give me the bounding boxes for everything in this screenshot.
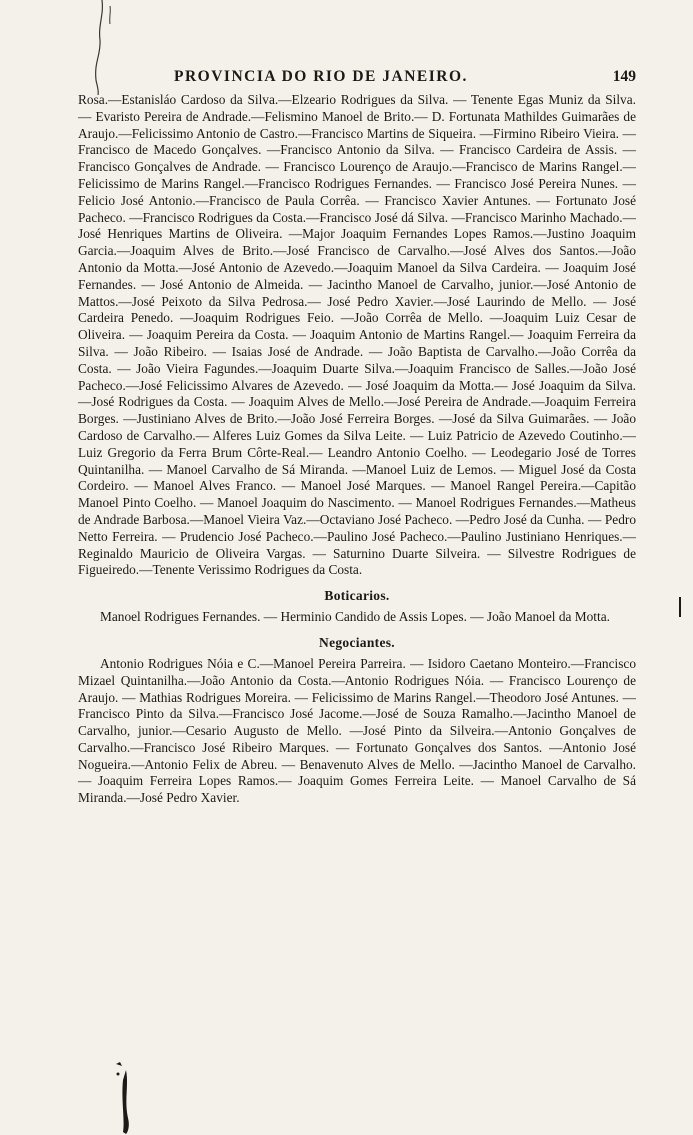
right-margin-mark xyxy=(679,597,681,617)
page-title: PROVINCIA DO RIO DE JANEIRO. xyxy=(174,68,468,85)
intro-paragraph: Rosa.—Estanisláo Cardoso da Silva.—Elzeario Rodrigues da Silva. — Tenente Egas Muniz da Silva. — Evaristo Pereira de Andrade.—Felismino Manoel de Brito.— D. Fortunata Mathildes Guimarães de Araujo.—Felicissimo Antonio de Castro.—Francisco Martins de Siqueira. —Firmino Ribeiro Vieira. — Francisco de Macedo Gonçalves. —Francisco Antonio da Silva. — Francisco Cardeira de Assis. — Francisco Gonçalves de Andrade. — Francisco Lourenço de Araujo.—Francisco de Marins Rangel.—Felicissimo de Marins Rangel.—Francisco Rodrigues Fernandes. — Francisco José Pereira Nunes. — Felicio José Antonio.—Francisco de Paula Corrêa. — Francisco Xavier Antunes. — Fortunato José Pacheco. —Francisco Rodrigues da Costa.—Francisco José dá Silva. —Francisco Marinho Machado.—José Henriques Martins de Oliveira. —Major Joaquim Fernandes Lopes Ramos.—Justino Joaquim Garcia.—Joaquim Alves de Brito.—José Francisco de Carvalho.—José Alves dos Santos.—João Antonio da Motta.—José Antonio de Azevedo.—Joaquim Manoel da Silva Cardeira. — Joaquim José Fernandes. — José Antonio de Almeida. — Jacintho Manoel de Carvalho, junior.—José Antonio de Mattos.—José Peixoto da Silva Pedrosa.— José Pedro Xavier.—José Laurindo de Mello. — José Cardeira Penedo. —Joaquim Rodrigues Feio. —João Corrêa de Mello. —Joaquim Luiz Cesar de Oliveira. — Joaquim Pereira da Costa. — Joaquim Antonio de Martins Rangel.— Joaquim Ferreira da Silva. — João Ribeiro. — Isaias José de Andrade. — João Baptista de Carvalho.—João Corrêa da Costa. — João Vieira Fagundes.—Joaquim Duarte Silva.—Joaquim Francisco de Salles.—João José Pacheco.—José Felicissimo Alvares de Azevedo. — José Joaquim da Motta.— José Joaquim da Silva.—José Rodrigues da Costa. — Joaquim Alves de Mello.—José Pereira de Andrade.—Joaquim Ferreira Borges. —Justiniano Alves de Brito.—João José Ferreira Borges. —José da Silva Guimarães. — João Cardoso de Carvalho.— Alferes Luiz Gomes da Silva Leite. — Luiz Patricio de Azevedo Coutinho.— Luiz Gregorio da Ferra Brum Côrte-Real.— Leandro Antonio Coelho. — Leodegario José de Torres Quintanilha. — Manoel Carvalho de Sá Miranda. —Manoel Luiz de Lemos. — Miguel José da Costa Cordeiro. — Manoel Alves Franco. — Manoel José Marques. — Manoel Rangel Pereira.—Capitão Manoel Pinto Coelho. — Manoel Joaquim do Nascimento. — Manoel Rodrigues Fernandes.—Matheus de Andrade Barbosa.—Manoel Vieira Vaz.—Octaviano José Pacheco. —Pedro José da Cunha. — Pedro Netto Ferreira. — Prudencio José Pacheco.—Paulino José Pacheco.—Paulino Justiniano Henriques.—Reginaldo Mauricio de Oliveira Vargas. — Saturnino Duarte Silveira. — Silvestre Rodrigues de Figueiredo.—Tenente Verissimo Rodrigues da Costa. xyxy=(78,92,636,578)
section-text-negociantes: Antonio Rodrigues Nóia e C.—Manoel Pereira Parreira. — Isidoro Caetano Monteiro.—Francisco Mizael Quintanilha.—João Antonio da Costa.—Antonio Rodrigues Nóia. — Francisco Lourenço de Araujo. — Mathias Rodrigues Moreira. — Felicissimo de Marins Rangel.—Theodoro José Antunes. —Francisco Pinto da Silva.—Francisco José Jacome.—José de Souza Ramalho.—Jacintho Manoel de Carvalho, junior.—Cesario Augusto de Mello. —José Pinto da Silveira.—Antonio Gonçalves de Carvalho.—Francisco José Ribeiro Marques. — Fortunato Gonçalves dos Santos. —Antonio José Nogueira.—Antonio Felix de Abreu. — Benavenuto Alves de Mello. —Jacintho Manoel de Carvalho. — Joaquim Ferreira Lopes Ramos.— Joaquim Gomes Ferreira Leite. — Manoel Carvalho de Sá Miranda.—José Pedro Xavier. xyxy=(78,655,636,806)
page-header xyxy=(78,68,636,92)
page-number: 149 xyxy=(612,68,636,85)
section-text-boticarios: Manoel Rodrigues Fernandes. — Herminio Candido de Assis Lopes. — João Manoel da Motta. xyxy=(100,609,610,625)
page-content xyxy=(78,68,636,807)
bottom-ink-mark xyxy=(108,1060,138,1135)
section-heading-negociantes: Negociantes. xyxy=(319,634,395,650)
section-heading-boticarios: Boticarios. xyxy=(324,588,390,604)
